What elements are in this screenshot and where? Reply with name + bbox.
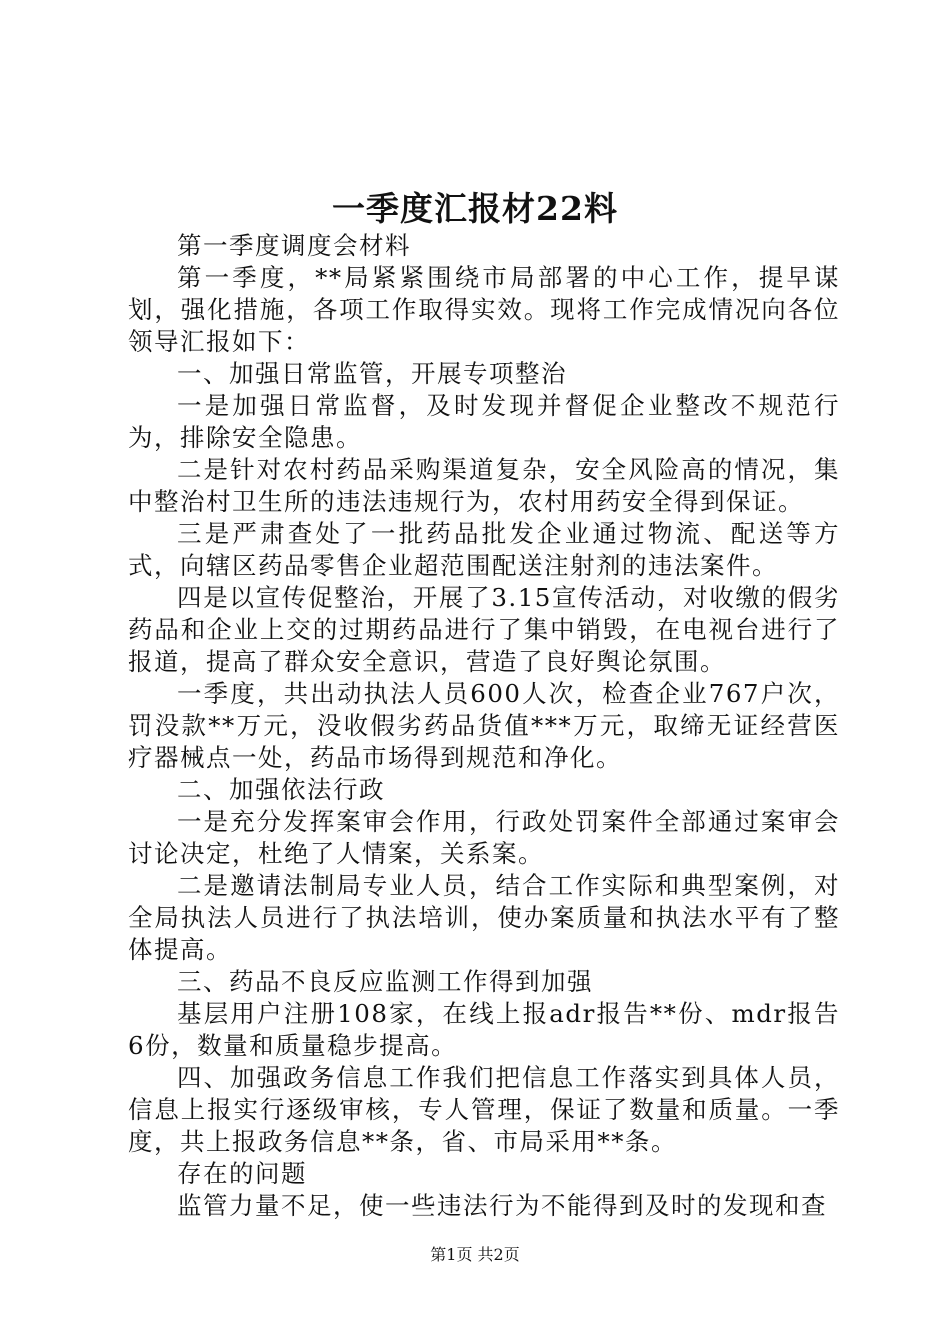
paragraph: 一是加强日常监督，及时发现并督促企业整改不规范行为，排除安全隐患。 [128,391,840,452]
paragraph: 四、加强政务信息工作我们把信息工作落实到具体人员，信息上报实行逐级审核，专人管理，保证了数量和质量。一季度，共上报政务信息**条，省、市局采用**条。 [128,1063,840,1156]
paragraph: 四是以宣传促整治，开展了3.15宣传活动，对收缴的假劣药品和企业上交的过期药品进行了集中销毁，在电视台进行了报道，提高了群众安全意识，营造了良好舆论氛围。 [128,583,840,676]
section-heading: 一、加强日常监管，开展专项整治 [177,359,567,388]
paragraph: 监管力量不足，使一些违法行为不能得到及时的发现和查 [177,1191,827,1220]
paragraph: 一是充分发挥案审会作用，行政处罚案件全部通过案审会讨论决定，杜绝了人情案，关系案。 [128,807,840,868]
paragraph: 一季度，共出动执法人员600人次，检查企业767户次，罚没款**万元，没收假劣药品货值***万元，取缔无证经营医疗器械点一处，药品市场得到规范和净化。 [128,679,840,772]
paragraph: 基层用户注册108家，在线上报adr报告**份、mdr报告6份，数量和质量稳步提高。 [128,999,840,1060]
page-footer: 第1页 共2页 [430,1245,520,1264]
document-body [128,230,840,1222]
paragraph: 三是严肃查处了一批药品批发企业通过物流、配送等方式，向辖区药品零售企业超范围配送注射剂的违法案件。 [128,519,840,580]
paragraph: 第一季度调度会材料 [177,231,411,260]
paragraph: 二是邀请法制局专业人员，结合工作实际和典型案例，对全局执法人员进行了执法培训，使办案质量和执法水平有了整体提高。 [128,871,840,964]
paragraph: 第一季度，**局紧紧围绕市局部署的中心工作，提早谋划，强化措施，各项工作取得实效。现将工作完成情况向各位领导汇报如下： [128,263,840,356]
document-title: 一季度汇报材22料 [332,189,618,228]
section-heading: 存在的问题 [177,1159,307,1188]
section-heading: 三、药品不良反应监测工作得到加强 [177,967,593,996]
paragraph: 二是针对农村药品采购渠道复杂，安全风险高的情况，集中整治村卫生所的违法违规行为，农村用药安全得到保证。 [128,455,840,516]
section-heading: 二、加强依法行政 [177,775,385,804]
